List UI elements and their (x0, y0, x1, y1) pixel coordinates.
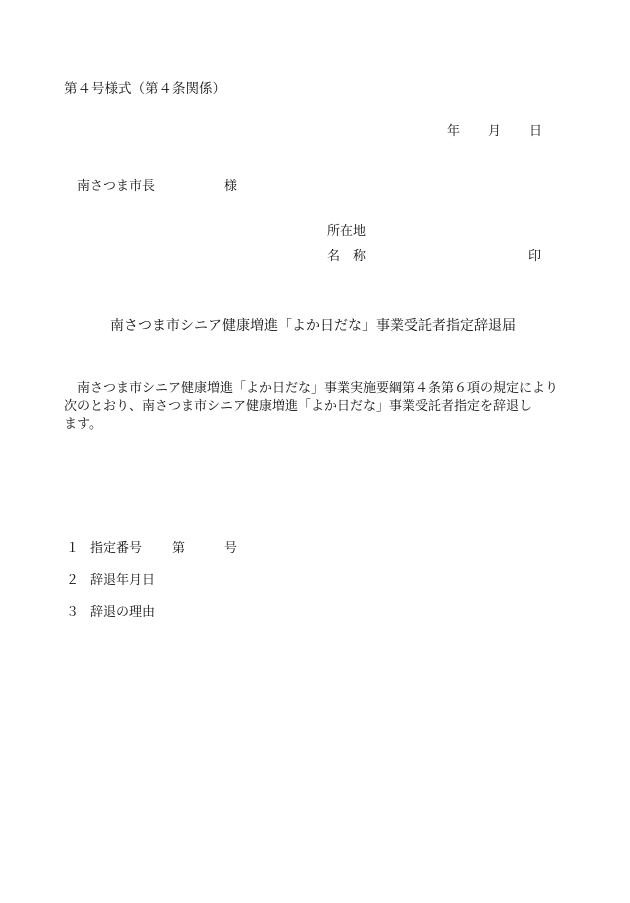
item-number-suffix: 号 (224, 541, 238, 556)
item-number: １ (66, 541, 80, 556)
addressee-name: 南さつま市長 (77, 179, 156, 194)
addressee-honorific: 様 (224, 179, 238, 194)
seal-label: 印 (528, 249, 542, 264)
date-day-label: 日 (529, 124, 543, 139)
date-month-label: 月 (488, 124, 502, 139)
body-line: ます。 (64, 417, 102, 432)
item-designation-number (66, 542, 237, 555)
item-label: 指定番号 (90, 541, 143, 556)
applicant-address-label: 所在地 (327, 224, 367, 239)
document-title: 南さつま市シニア健康増進「よか日だな」事業受託者指定辞退届 (110, 318, 516, 334)
item-label: 辞退年月日 (90, 573, 156, 588)
applicant-name-label: 名 称 (327, 249, 367, 264)
body-paragraph (64, 380, 564, 434)
item-withdrawal-reason (66, 606, 155, 619)
item-number: ３ (66, 605, 80, 620)
item-label: 辞退の理由 (90, 605, 156, 620)
form-number: 第４号様式（第４条関係） (64, 81, 226, 97)
item-number-prefix: 第 (172, 541, 186, 556)
item-number: ２ (66, 573, 80, 588)
date-year-label: 年 (447, 124, 461, 139)
body-line: 次のとおり、南さつま市シニア健康増進「よか日だな」事業受託者指定を辞退し (64, 399, 533, 414)
body-line: 南さつま市シニア健康増進「よか日だな」事業実施要綱第４条第６項の規定により (77, 381, 559, 396)
item-withdrawal-date (66, 574, 155, 587)
